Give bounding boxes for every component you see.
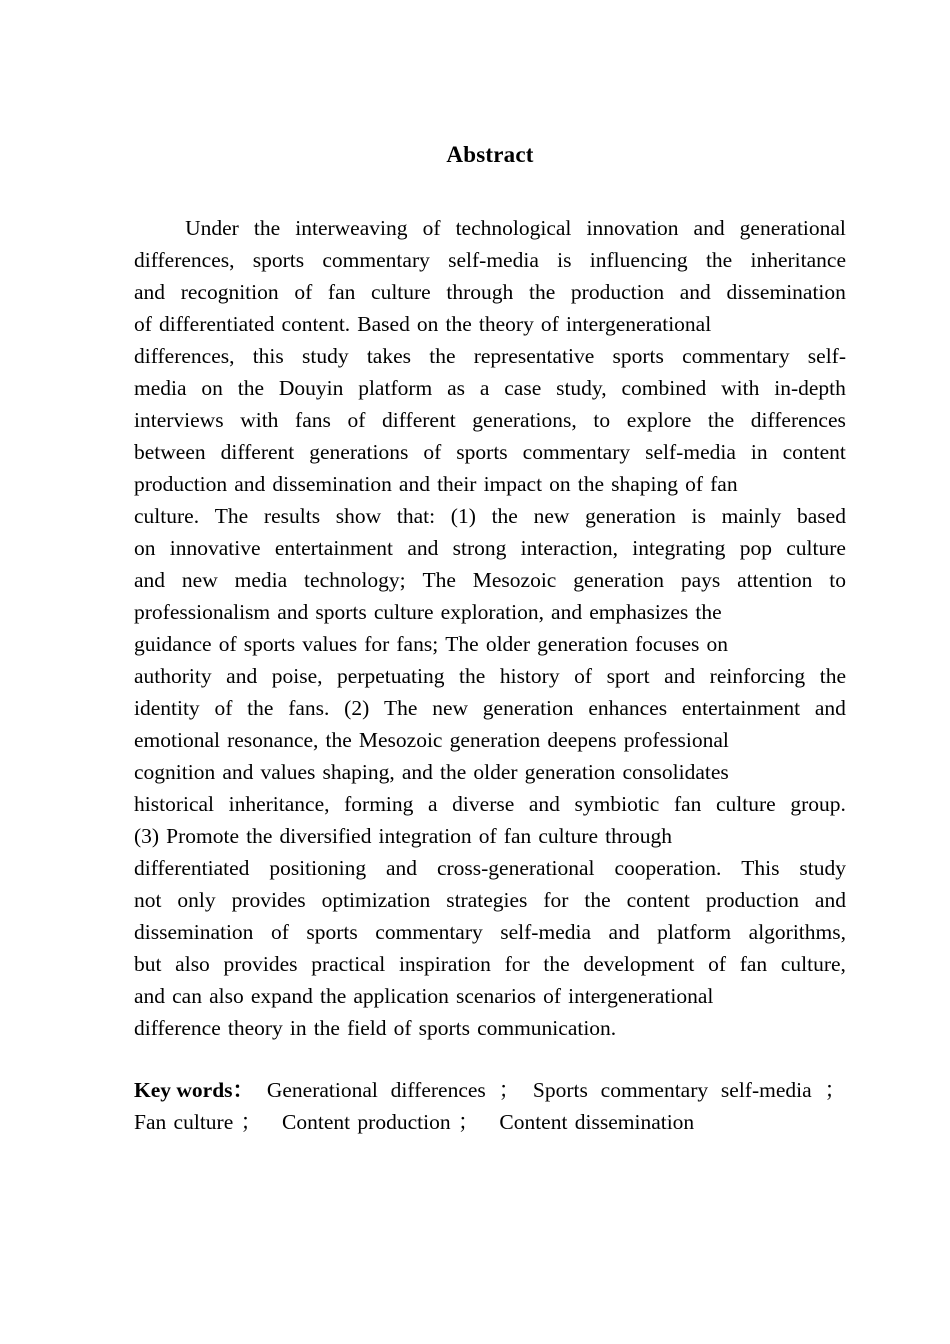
abstract-word: different (382, 408, 456, 432)
abstract-word: provides (223, 952, 298, 976)
abstract-word: on (201, 376, 223, 400)
abstract-word: self- (807, 344, 846, 368)
abstract-word: history (499, 664, 560, 688)
abstract-word: of (134, 312, 152, 336)
abstract-word: entertainment (681, 696, 801, 720)
abstract-word: emotional (134, 728, 220, 752)
abstract-word: media (234, 568, 288, 592)
abstract-word: the (429, 344, 456, 368)
abstract-word: of (294, 280, 313, 304)
abstract-word: the (320, 984, 347, 1008)
abstract-line (134, 628, 846, 660)
abstract-word: platform (358, 376, 433, 400)
abstract-word: The (445, 632, 479, 656)
abstract-word: culture (716, 792, 776, 816)
keyword-separator: ； (824, 1078, 846, 1102)
abstract-word: strong (452, 536, 507, 560)
abstract-word: The (214, 504, 249, 528)
abstract-word: culture (538, 824, 599, 848)
abstract-word: of (540, 312, 559, 336)
abstract-word: commentary (322, 248, 430, 272)
abstract-body (134, 212, 846, 1044)
abstract-word: of (270, 920, 289, 944)
keyword-separator: ； (240, 1110, 263, 1134)
abstract-word: The (422, 568, 456, 592)
abstract-word: study, (556, 376, 607, 400)
abstract-word: of (218, 632, 237, 656)
abstract-word: culture (371, 280, 431, 304)
abstract-word: sport (606, 664, 650, 688)
abstract-word: differences (750, 408, 846, 432)
abstract-word: the (313, 1016, 340, 1040)
abstract-word: culture, (780, 952, 846, 976)
abstract-word: field (347, 1016, 387, 1040)
abstract-word: strategies (446, 888, 528, 912)
abstract-word: cross-generational (436, 856, 595, 880)
abstract-word: values (302, 632, 358, 656)
abstract-word: pop (739, 536, 772, 560)
abstract-word: and (608, 920, 640, 944)
abstract-word: (3) (134, 824, 160, 848)
abstract-word: theory (478, 312, 534, 336)
abstract-word: media (134, 376, 187, 400)
abstract-word: technological (455, 216, 572, 240)
abstract-word: their (437, 472, 477, 496)
abstract-word: also (209, 984, 244, 1008)
abstract-word: of (214, 696, 233, 720)
abstract-line (134, 660, 846, 692)
abstract-word: and (134, 984, 166, 1008)
abstract-word: generations, (472, 408, 577, 432)
abstract-word: positioning (269, 856, 367, 880)
abstract-word: and (385, 856, 418, 880)
abstract-word: inheritance (750, 248, 846, 272)
abstract-word: This (741, 856, 780, 880)
abstract-word: of (423, 440, 442, 464)
abstract-word: and (693, 216, 725, 240)
abstract-word: generation (482, 696, 574, 720)
abstract-word: a (428, 792, 438, 816)
keyword-term-word: production (357, 1110, 451, 1134)
abstract-word: attention (737, 568, 813, 592)
abstract-line (134, 244, 846, 276)
abstract-word: sports (306, 920, 358, 944)
abstract-word: generations (309, 440, 409, 464)
abstract-word: dissemination (726, 280, 846, 304)
abstract-word: and (407, 536, 439, 560)
abstract-word: and (679, 280, 711, 304)
abstract-word: scenarios (456, 984, 536, 1008)
abstract-word: not (134, 888, 162, 912)
abstract-word: Douyin (278, 376, 344, 400)
abstract-line (134, 564, 846, 596)
keyword-separator: ； (498, 1078, 521, 1102)
abstract-word: new (432, 696, 469, 720)
abstract-word: in (289, 1016, 307, 1040)
abstract-word: generation (537, 632, 628, 656)
keyword-term-word: Fan (134, 1110, 167, 1134)
abstract-word: the (253, 216, 281, 240)
abstract-word: sports (612, 344, 664, 368)
abstract-word: and (134, 280, 166, 304)
abstract-word: values (260, 760, 316, 784)
abstract-word: and (528, 792, 560, 816)
abstract-word: sports (252, 248, 305, 272)
abstract-line (134, 532, 846, 564)
abstract-word: the (445, 312, 472, 336)
abstract-word: the (577, 472, 605, 496)
abstract-line (134, 916, 846, 948)
abstract-line (134, 276, 846, 308)
page-title: Abstract (446, 142, 534, 167)
abstract-word: communication. (477, 1016, 617, 1040)
abstract-word: and (551, 600, 583, 624)
abstract-word: forming (344, 792, 414, 816)
abstract-word: authority (134, 664, 212, 688)
abstract-word: older (473, 760, 518, 784)
keyword-term-word: Content (499, 1110, 568, 1134)
keyword-term-word: commentary (600, 1078, 709, 1102)
abstract-word: generation (449, 728, 541, 752)
keyword-term-word: Content (282, 1110, 351, 1134)
abstract-word: resonance, (227, 728, 319, 752)
abstract-word: fan (503, 824, 532, 848)
abstract-word: for (504, 952, 530, 976)
abstract-word: to (593, 408, 611, 432)
abstract-word: shaping, (322, 760, 395, 784)
keyword-term-word: differences (390, 1078, 486, 1102)
abstract-word: (1) (450, 504, 476, 528)
abstract-word: commentary (682, 344, 790, 368)
abstract-word: Mesozoic (472, 568, 557, 592)
abstract-word: study (302, 344, 349, 368)
abstract-word: content. (281, 312, 351, 336)
abstract-word: differences, (134, 248, 235, 272)
abstract-word: intergenerational (565, 312, 712, 336)
abstract-line (134, 724, 846, 756)
abstract-word: the (707, 408, 735, 432)
abstract-word: generation (573, 568, 664, 592)
abstract-word: The (384, 696, 418, 720)
abstract-word: exploration, (440, 600, 544, 624)
abstract-word: and (664, 664, 696, 688)
keywords-label: Key words： (134, 1078, 255, 1102)
abstract-word: generation (585, 504, 676, 528)
abstract-word: on (416, 312, 439, 336)
abstract-word: and (222, 760, 254, 784)
abstract-word: new (533, 504, 570, 528)
abstract-word: difference (134, 1016, 221, 1040)
keywords-line (134, 1106, 846, 1138)
keyword-term-word: dissemination (574, 1110, 695, 1134)
abstract-line (134, 372, 846, 404)
abstract-word: recognition (180, 280, 279, 304)
abstract-word: and (234, 472, 266, 496)
abstract-word: the (439, 760, 467, 784)
abstract-word: interweaving (295, 216, 408, 240)
abstract-word: results (263, 504, 321, 528)
abstract-word: generation (524, 760, 616, 784)
abstract-word: Mesozoic (358, 728, 443, 752)
abstract-word: of (708, 952, 726, 976)
abstract-word: through (605, 824, 673, 848)
abstract-word: guidance (134, 632, 212, 656)
abstract-word: inspiration (398, 952, 491, 976)
abstract-word: content (782, 440, 846, 464)
abstract-word: of (393, 1016, 412, 1040)
abstract-line (134, 788, 846, 820)
abstract-word: of (478, 824, 497, 848)
abstract-word: fan (739, 952, 768, 976)
abstract-word: the (695, 600, 722, 624)
keyword-term-word (269, 1106, 274, 1138)
abstract-word: and (814, 888, 846, 912)
abstract-word: self-media (448, 248, 539, 272)
abstract-word: group. (790, 792, 846, 816)
abstract-word: dissemination (272, 472, 392, 496)
abstract-word: and (226, 664, 258, 688)
abstract-word: interaction, (520, 536, 618, 560)
abstract-word: interviews (134, 408, 224, 432)
abstract-word: culture (373, 600, 434, 624)
abstract-word: dissemination (134, 920, 254, 944)
abstract-word: algorithms, (748, 920, 846, 944)
abstract-word: production (705, 888, 799, 912)
abstract-word: in-depth (774, 376, 846, 400)
abstract-word: as (447, 376, 466, 400)
abstract-word: the (247, 696, 274, 720)
abstract-word: the (491, 504, 518, 528)
abstract-word: only (177, 888, 216, 912)
abstract-word: differentiated (134, 856, 250, 880)
abstract-word: differentiated (159, 312, 275, 336)
abstract-line (134, 692, 846, 724)
keywords-section (134, 1074, 846, 1138)
abstract-word: integration (378, 824, 472, 848)
abstract-word: a (479, 376, 490, 400)
abstract-word: self-media (500, 920, 592, 944)
abstract-word: fans; (396, 632, 439, 656)
abstract-word: fans (295, 408, 331, 432)
abstract-word: also (175, 952, 210, 976)
abstract-word: symbiotic (574, 792, 660, 816)
abstract-word: production (570, 280, 665, 304)
abstract-line (134, 340, 846, 372)
abstract-line (134, 884, 846, 916)
abstract-line (134, 852, 846, 884)
keyword-separator: ； (457, 1110, 480, 1134)
abstract-word: can (172, 984, 202, 1008)
abstract-word: to (829, 568, 846, 592)
abstract-word: study (799, 856, 846, 880)
abstract-word: with (721, 376, 760, 400)
abstract-word: technology; (304, 568, 406, 592)
abstract-word: representative (473, 344, 595, 368)
abstract-word: professional (623, 728, 729, 752)
abstract-word: cooperation. (614, 856, 722, 880)
abstract-word: the (584, 888, 611, 912)
abstract-word: the (459, 664, 486, 688)
abstract-line (134, 948, 846, 980)
abstract-word: pays (680, 568, 721, 592)
abstract-word: influencing (589, 248, 688, 272)
abstract-word: content (626, 888, 690, 912)
abstract-word: Based (357, 312, 410, 336)
abstract-line (134, 468, 846, 500)
abstract-line (134, 820, 846, 852)
abstract-word: between (134, 440, 206, 464)
abstract-word: fans. (288, 696, 330, 720)
abstract-line (134, 500, 846, 532)
abstract-word: fan (327, 280, 356, 304)
abstract-word: of (543, 984, 562, 1008)
abstract-word: the (246, 824, 273, 848)
abstract-word: perpetuating (337, 664, 445, 688)
abstract-word: (2) (344, 696, 370, 720)
abstract-word: innovation (586, 216, 679, 240)
paragraph-indent (134, 212, 170, 244)
abstract-word: identity (134, 696, 200, 720)
abstract-word: different (220, 440, 295, 464)
keyword-term-word (487, 1106, 492, 1138)
abstract-word: theory (227, 1016, 283, 1040)
abstract-word: shaping (611, 472, 679, 496)
abstract-line (134, 308, 846, 340)
abstract-word: development (583, 952, 695, 976)
abstract-word: older (485, 632, 530, 656)
abstract-word: Under (185, 216, 239, 240)
abstract-line (134, 756, 846, 788)
abstract-word: provides (231, 888, 306, 912)
abstract-word: entertainment (274, 536, 394, 560)
keyword-term-word: culture (173, 1110, 234, 1134)
abstract-word: in (750, 440, 768, 464)
abstract-word: practical (311, 952, 386, 976)
abstract-word: of (574, 664, 593, 688)
abstract-line (134, 436, 846, 468)
abstract-word: cognition (134, 760, 216, 784)
abstract-word: and (401, 760, 433, 784)
abstract-word: deepens (547, 728, 617, 752)
abstract-word: historical (134, 792, 215, 816)
abstract-word: show (335, 504, 382, 528)
abstract-word: consolidates (622, 760, 729, 784)
abstract-word: combined (621, 376, 707, 400)
abstract-word: fan (673, 792, 702, 816)
abstract-word: focuses (634, 632, 700, 656)
abstract-word: and (134, 568, 166, 592)
abstract-word: commentary (375, 920, 483, 944)
abstract-word: platform (657, 920, 732, 944)
abstract-word: for (364, 632, 390, 656)
abstract-word: optimization (321, 888, 431, 912)
abstract-word: on (706, 632, 729, 656)
abstract-word: inheritance, (228, 792, 330, 816)
abstract-word: the (819, 664, 846, 688)
abstract-word: expand (250, 984, 313, 1008)
abstract-word: and (277, 600, 309, 624)
abstract-word: the (528, 280, 556, 304)
abstract-word: of (685, 472, 704, 496)
abstract-word: this (252, 344, 284, 368)
abstract-word: differences, (134, 344, 235, 368)
abstract-word: is (691, 504, 706, 528)
keyword-term-word: Sports (532, 1078, 588, 1102)
abstract-word: sports (456, 440, 508, 464)
abstract-word: the (543, 952, 570, 976)
keyword-term-word: Generational (266, 1078, 378, 1102)
abstract-word: sports (243, 632, 296, 656)
abstract-word: explore (626, 408, 692, 432)
keywords-line (134, 1074, 846, 1106)
abstract-word: and (398, 472, 430, 496)
abstract-word: mainly (721, 504, 782, 528)
abstract-word: diverse (452, 792, 515, 816)
abstract-word: self-media (645, 440, 736, 464)
abstract-word: but (134, 952, 162, 976)
abstract-word: reinforcing (709, 664, 806, 688)
abstract-line (134, 980, 846, 1012)
abstract-word: the (237, 376, 265, 400)
abstract-word: of (422, 216, 441, 240)
abstract-line (134, 404, 846, 436)
abstract-word: sports (315, 600, 367, 624)
abstract-word: the (325, 728, 352, 752)
abstract-word: impact (483, 472, 543, 496)
abstract-word: and (814, 696, 846, 720)
abstract-word: sports (418, 1016, 470, 1040)
abstract-word: new (181, 568, 218, 592)
abstract-word: commentary (522, 440, 631, 464)
abstract-word: for (543, 888, 569, 912)
abstract-word: based (797, 504, 846, 528)
abstract-word: integrating (632, 536, 726, 560)
abstract-word: generational (739, 216, 846, 240)
abstract-word: fan (710, 472, 738, 496)
keyword-term-word: self-media (720, 1078, 812, 1102)
abstract-word: that: (396, 504, 436, 528)
abstract-word: diversified (279, 824, 372, 848)
abstract-word: emphasizes (589, 600, 689, 624)
abstract-word: culture. (134, 504, 200, 528)
abstract-line (134, 1012, 846, 1044)
abstract-word: of (347, 408, 366, 432)
abstract-word: poise, (271, 664, 323, 688)
abstract-line (134, 212, 846, 244)
abstract-word: Promote (166, 824, 240, 848)
abstract-word: intergenerational (568, 984, 714, 1008)
abstract-word: through (446, 280, 514, 304)
abstract-word: takes (366, 344, 411, 368)
abstract-word: on (134, 536, 156, 560)
abstract-word: enhances (588, 696, 668, 720)
abstract-word: production (134, 472, 228, 496)
abstract-word: with (240, 408, 279, 432)
abstract-word: is (557, 248, 572, 272)
abstract-word: innovative (169, 536, 261, 560)
abstract-word: application (353, 984, 449, 1008)
abstract-word: culture (786, 536, 846, 560)
abstract-word: case (504, 376, 542, 400)
abstract-word: professionalism (134, 600, 271, 624)
abstract-word: the (705, 248, 733, 272)
abstract-word: on (549, 472, 571, 496)
abstract-line (134, 596, 846, 628)
